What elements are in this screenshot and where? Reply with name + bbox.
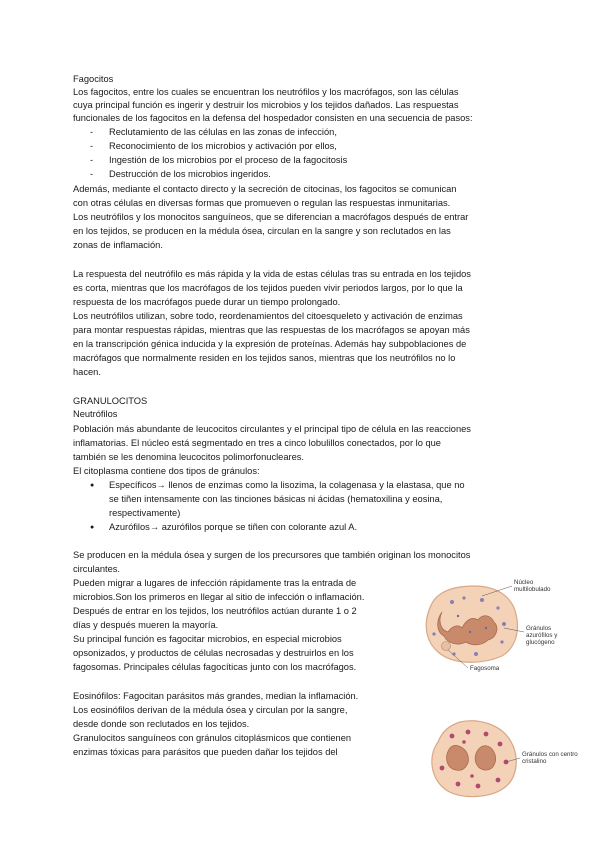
dash-bullet: -	[90, 155, 94, 165]
label-granules-line2: azurófilos y	[526, 632, 558, 639]
label-granules-line3: glucógeno	[526, 639, 555, 646]
paragraph-line: Pueden migrar a lugares de infección rápidamente tras la entrada de	[73, 578, 357, 588]
paragraph-line: Su principal función es fagocitar microbios, en especial microbios	[73, 634, 342, 644]
paragraph-line: Después de entrar en los tejidos, los neutrófilos actúan durante 1 o 2	[73, 606, 357, 616]
paragraph-line: fagosomas. Principales células fagocíticas junto con los macrófagos.	[73, 662, 357, 672]
paragraph-line: Eosinófilos: Fagocitan parásitos más grandes, median la inflamación.	[73, 691, 359, 701]
eosinophil-illustration	[420, 712, 578, 802]
label-granules-line1: Gránulos	[526, 625, 552, 632]
subheading-neutrofilos: Neutrófilos	[73, 409, 118, 419]
paragraph-line: cuya principal función es ingerir y destruir los microbios y los tejidos dañados. Las respuestas	[73, 100, 459, 110]
label-nucleus-line1: Núcleo	[514, 579, 534, 586]
label-nucleus-line2: multilobulado	[514, 586, 551, 593]
list-item: Destrucción de los microbios ingeridos.	[109, 169, 271, 179]
paragraph-line: Los fagocitos, entre los cuales se encuentran los neutrófilos y los macrófagos, son las células	[73, 87, 459, 97]
list-item-continued: respectivamente)	[109, 508, 181, 518]
paragraph-line: es corta, mientras que los macrófagos de los tejidos pueden vivir periodos largos, por lo que la	[73, 283, 463, 293]
paragraph-line: en los tejidos, se producen en la médula ósea, circulan en la sangre y son reclutados en las	[73, 226, 451, 236]
paragraph-line: Los eosinófilos derivan de la médula ósea y circulan por la sangre,	[73, 705, 348, 715]
neutrophil-illustration	[412, 572, 562, 672]
paragraph-line: Se producen en la médula ósea y surgen de los precursores que también originan los monocitos	[73, 550, 471, 560]
dot-bullet: ●	[90, 482, 95, 489]
dash-bullet: -	[90, 127, 94, 137]
paragraph-line: zonas de inflamación.	[73, 240, 163, 250]
list-item: Ingestión de los microbios por el proceso de la fagocitosis	[109, 155, 348, 165]
dash-bullet: -	[90, 141, 94, 151]
section-heading-granulocitos: GRANULOCITOS	[73, 396, 148, 406]
paragraph-line: hacen.	[73, 367, 101, 377]
paragraph-line: circulantes.	[73, 564, 121, 574]
list-item: Azurófilos→ azurófilos porque se tiñen con colorante azul A.	[109, 522, 358, 532]
paragraph-line: Población más abundante de leucocitos circulantes y el principal tipo de célula en las reacciones	[73, 424, 471, 434]
paragraph-line: microbios.Son los primeros en llegar al sitio de infección o inflamación.	[73, 592, 365, 602]
paragraph-line: Los neutrófilos y los monocitos sanguíneos, que se diferencian a macrófagos después de entrar	[73, 212, 469, 222]
list-item: Específicos→ llenos de enzimas como la lisozima, la colagenasa y la elastasa, que no	[109, 480, 465, 490]
section-heading-fagocitos: Fagocitos	[73, 74, 114, 84]
dash-bullet: -	[90, 169, 94, 179]
paragraph-line: respuesta de los macrófagos puede durar un tiempo prolongado.	[73, 297, 341, 307]
dot-bullet: ●	[90, 524, 95, 531]
list-item: Reclutamiento de las células en las zonas de infección,	[109, 127, 337, 137]
paragraph-line: para montar respuestas rápidas, mientras que las respuestas de los macrófagos se apoyan más	[73, 325, 470, 335]
paragraph-line: opsonizados, y productos de células necrosadas y destruirlos en los	[73, 648, 354, 658]
label-eos-granules-line1: Gránulos con centro	[522, 751, 578, 758]
list-item-continued: se tiñen intensamente con las tinciones básicas ni ácidas (hematoxilina y eosina,	[109, 494, 443, 504]
paragraph-line: La respuesta del neutrófilo es más rápida y la vida de estas células tras su entrada en los tejidos	[73, 269, 471, 279]
paragraph-line: Granulocitos sanguíneos con gránulos citoplásmicos que contienen	[73, 733, 352, 743]
paragraph-line: Además, mediante el contacto directo y la secreción de citocinas, los fagocitos se comunican	[73, 184, 457, 194]
paragraph-line: en la transcripción génica inducida y la expresión de proteínas. Además hay subpoblaciones de	[73, 339, 467, 349]
paragraph-line: enzimas tóxicas para parásitos que pueden dañar los tejidos del	[73, 747, 338, 757]
paragraph-line: desde donde son reclutados en los tejidos.	[73, 719, 250, 729]
paragraph-line: funcionales de los fagocitos en la defensa del hospedador consisten en una secuencia de pasos:	[73, 113, 473, 123]
paragraph-line: inflamatorias. El núcleo está segmentado en tres a cinco lobulillos conectados, por lo que	[73, 438, 441, 448]
paragraph-line: Los neutrófilos utilizan, sobre todo, reordenamientos del citoesqueleto y activación de enzimas	[73, 311, 463, 321]
paragraph-line: con otras células en diversas formas que promueven o regulan las respuestas inmunitarias.	[73, 198, 451, 208]
paragraph-line: El citoplasma contiene dos tipos de gránulos:	[73, 466, 260, 476]
label-phagosome: Fagosoma	[470, 665, 500, 672]
paragraph-line: también se les denomina leucocitos polimorfonucleares.	[73, 452, 304, 462]
label-eos-granules-line2: cristalino	[522, 758, 547, 765]
paragraph-line: macrófagos que normalmente residen en los tejidos sanos, mientras que los neutrófilos no lo	[73, 353, 456, 363]
paragraph-line: días y después mueren la mayoría.	[73, 620, 219, 630]
list-item: Reconocimiento de los microbios y activación por ellos,	[109, 141, 337, 151]
